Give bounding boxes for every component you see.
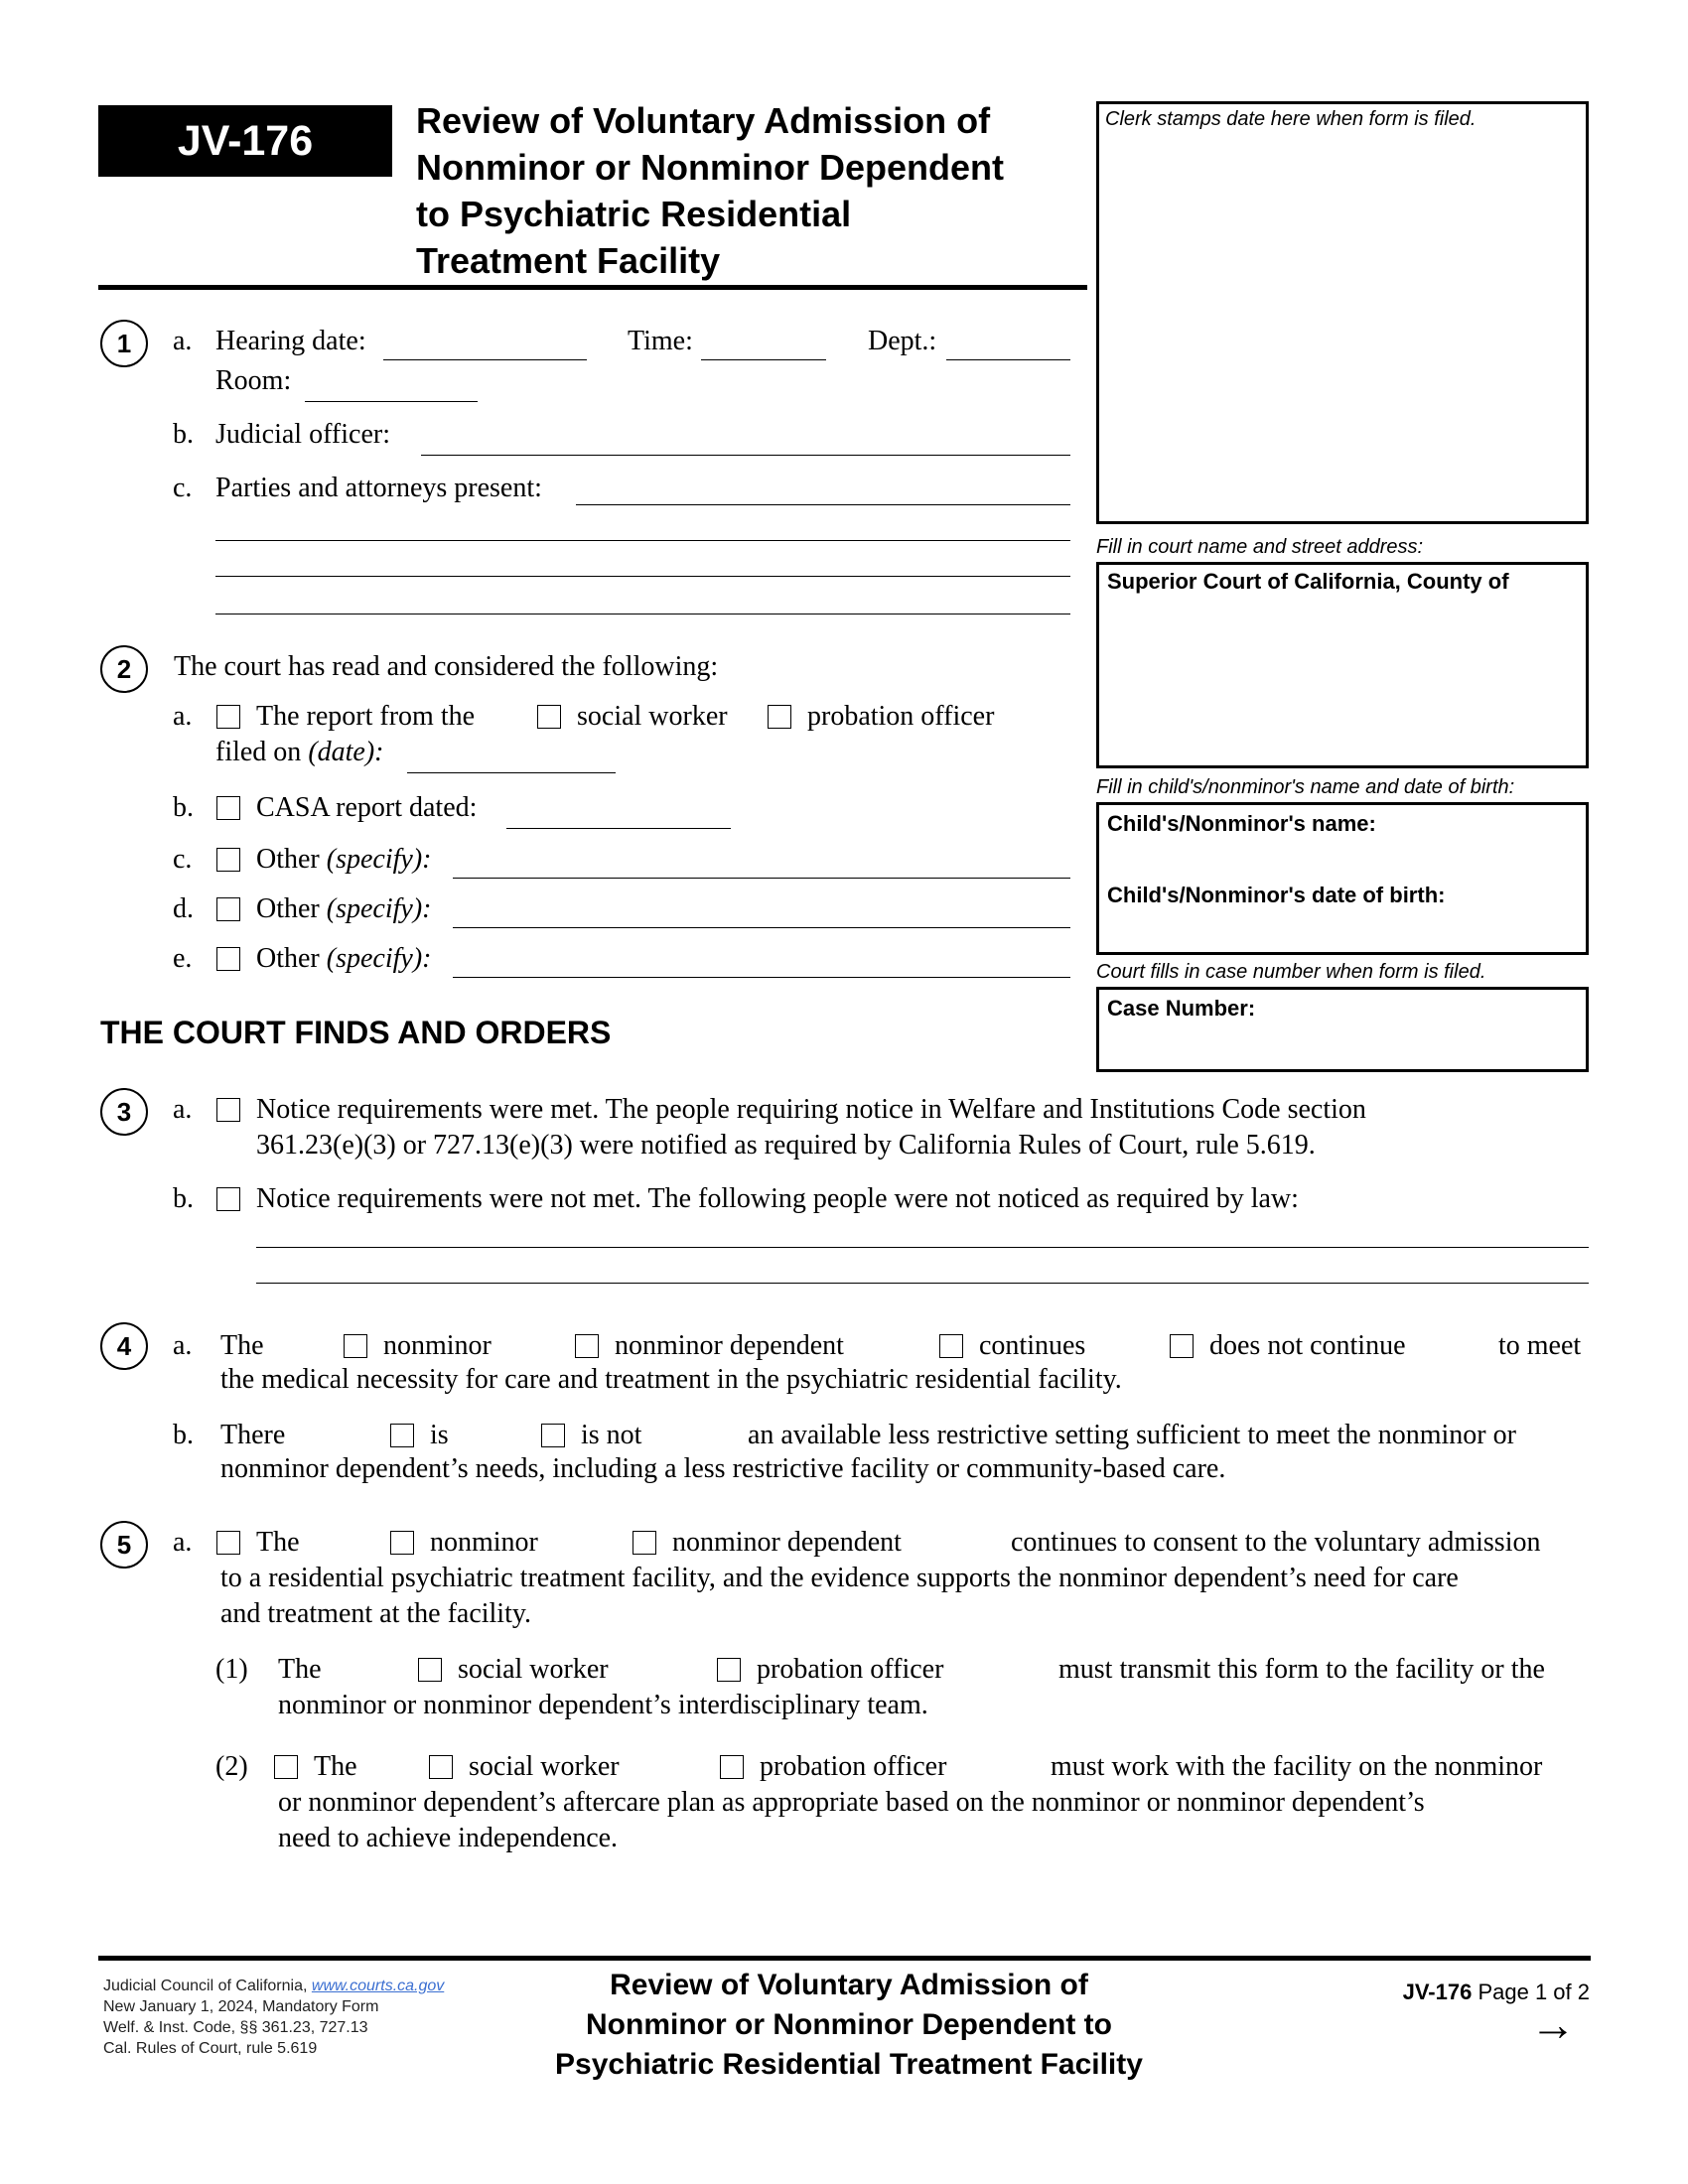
filed-on-text: filed on: [215, 737, 302, 767]
court-name-value: Superior Court of California, County of: [1107, 569, 1509, 594]
does-not-continue-label: does not continue: [1209, 1330, 1406, 1361]
to-meet-text: to meet: [1498, 1330, 1582, 1361]
other-e-field[interactable]: [453, 977, 1070, 978]
casa-checkbox[interactable]: [216, 796, 240, 820]
item-1a-letter: a.: [173, 326, 193, 356]
child-name-label: Child's/Nonminor's name:: [1107, 811, 1376, 836]
notice-not-met-field-2[interactable]: [256, 1283, 1589, 1284]
other-d-checkbox[interactable]: [216, 897, 240, 921]
continues-label: continues: [979, 1330, 1086, 1361]
filed-on-field[interactable]: [407, 772, 616, 773]
footer-title-line: Psychiatric Residential Treatment Facility: [555, 2048, 1143, 2081]
item-5a-line2: to a residential psychiatric treatment facility, and the evidence supports the nonminor dependent’s need for care: [220, 1563, 1459, 1593]
item-4a-line2: the medical necessity for care and treatment in the psychiatric residential facility.: [220, 1364, 1122, 1395]
title-line: to Psychiatric Residential: [416, 194, 852, 234]
item-2a-letter: a.: [173, 701, 193, 732]
is-not-label: is not: [581, 1420, 642, 1450]
notice-not-met-checkbox[interactable]: [216, 1187, 240, 1211]
notice-not-met-field[interactable]: [256, 1247, 1589, 1248]
probation-officer-checkbox[interactable]: [768, 705, 791, 729]
room-field[interactable]: [305, 401, 478, 402]
item-5a-letter: a.: [173, 1527, 193, 1558]
is-checkbox[interactable]: [390, 1424, 414, 1447]
date-paren: (date):: [308, 737, 384, 767]
sub1-social-worker-checkbox[interactable]: [418, 1658, 442, 1682]
child-info-box[interactable]: [1096, 802, 1589, 955]
sub2-line3: need to achieve independence.: [278, 1823, 619, 1853]
other-d-label: [256, 893, 431, 925]
footer-divider: [98, 1956, 1591, 1961]
item-3a-letter: a.: [173, 1094, 193, 1125]
item-5a-line3: and treatment at the facility.: [220, 1598, 532, 1629]
sub1-number: (1): [215, 1654, 248, 1685]
footer-title-line: Nonminor or Nonminor Dependent to: [586, 2008, 1112, 2041]
other-e-label: [256, 943, 431, 975]
parties-label: Parties and attorneys present:: [215, 473, 542, 503]
sub2-probation-officer-label: probation officer: [760, 1751, 947, 1782]
dept-label: Dept.:: [868, 326, 937, 356]
casa-date-field[interactable]: [506, 828, 731, 829]
item-1c-letter: c.: [173, 473, 193, 503]
page-number: Page 1 of 2: [1477, 1979, 1590, 2004]
social-worker-label: social worker: [577, 701, 728, 732]
findings-heading: THE COURT FINDS AND ORDERS: [100, 1015, 612, 1050]
sub1-social-worker-label: social worker: [458, 1654, 609, 1685]
hearing-date-label: Hearing date:: [215, 326, 366, 356]
item-5-nonminor-dependent-label: nonminor dependent: [672, 1527, 902, 1558]
filed-on-label: [215, 737, 384, 768]
specify-text: (specify):: [326, 943, 432, 974]
court-name-label: Fill in court name and street address:: [1096, 536, 1424, 558]
item-4-number: 4: [100, 1322, 148, 1370]
title-line: Treatment Facility: [416, 240, 721, 281]
item-5a-checkbox[interactable]: [216, 1531, 240, 1555]
judicial-officer-field[interactable]: [421, 455, 1070, 456]
child-info-label: Fill in child's/nonminor's name and date of birth:: [1096, 776, 1515, 798]
item-2-number: 2: [100, 645, 148, 693]
title-line: Nonminor or Nonminor Dependent: [416, 147, 1004, 188]
sub2-checkbox[interactable]: [274, 1755, 298, 1779]
item-2c-letter: c.: [173, 844, 193, 875]
item-4b-letter: b.: [173, 1420, 194, 1450]
item-3b-letter: b.: [173, 1183, 194, 1214]
other-text: Other: [256, 893, 320, 924]
sub2-social-worker-label: social worker: [469, 1751, 620, 1782]
item-4-nonminor-dependent-checkbox[interactable]: [575, 1334, 599, 1358]
item-5a-the: The: [256, 1527, 300, 1558]
other-text: Other: [256, 943, 320, 974]
item-4-nonminor-dependent-label: nonminor dependent: [615, 1330, 844, 1361]
does-not-continue-checkbox[interactable]: [1170, 1334, 1194, 1358]
sub2-number: (2): [215, 1751, 248, 1782]
item-2e-letter: e.: [173, 943, 193, 974]
other-d-field[interactable]: [453, 927, 1070, 928]
court-name-box[interactable]: [1096, 562, 1589, 768]
footer-council-line: [103, 1976, 444, 1996]
is-label: is: [430, 1420, 449, 1450]
specify-text: (specify):: [326, 844, 432, 875]
notice-not-met-text: Notice requirements were not met. The following people were not noticed as required by law:: [256, 1183, 1299, 1214]
social-worker-checkbox[interactable]: [537, 705, 561, 729]
sub1-rest: must transmit this form to the facility or the: [1058, 1654, 1545, 1685]
parties-field[interactable]: [576, 504, 1070, 505]
item-4a-letter: a.: [173, 1330, 193, 1361]
judicial-officer-label: Judicial officer:: [215, 419, 390, 450]
item-1b-letter: b.: [173, 419, 194, 450]
time-label: Time:: [628, 326, 693, 356]
child-dob-label: Child's/Nonminor's date of birth:: [1107, 883, 1446, 907]
sub2-the: The: [314, 1751, 357, 1782]
item-2d-letter: d.: [173, 893, 194, 924]
title-line: Review of Voluntary Admission of: [416, 100, 991, 141]
parties-field-line[interactable]: [215, 576, 1070, 577]
footer-adopted: New January 1, 2024, Mandatory Form: [103, 1998, 379, 2015]
is-not-checkbox[interactable]: [541, 1424, 565, 1447]
sub1-probation-officer-label: probation officer: [757, 1654, 944, 1685]
sub2-probation-officer-checkbox[interactable]: [720, 1755, 744, 1779]
clerk-stamp-text: Clerk stamps date here when form is filed.: [1105, 108, 1477, 130]
sub1-probation-officer-checkbox[interactable]: [717, 1658, 741, 1682]
sub2-rest: must work with the facility on the nonminor: [1051, 1751, 1543, 1782]
item-5-nonminor-checkbox[interactable]: [390, 1531, 414, 1555]
other-e-checkbox[interactable]: [216, 947, 240, 971]
footer-title: [467, 1966, 1231, 2085]
item-4-nonminor-label: nonminor: [383, 1330, 492, 1361]
title-divider: [98, 285, 1087, 290]
case-number-label: Case Number:: [1107, 996, 1256, 1021]
continues-checkbox[interactable]: [939, 1334, 963, 1358]
item-4b-there: There: [220, 1420, 286, 1450]
hearing-date-field[interactable]: [383, 359, 587, 360]
notice-met-text-2: 361.23(e)(3) or 727.13(e)(3) were notified as required by California Rules of Court, rule 5.619.: [256, 1130, 1316, 1160]
clerk-stamp-box: [1096, 101, 1589, 524]
item-5-nonminor-dependent-checkbox[interactable]: [633, 1531, 656, 1555]
sub1-the: The: [278, 1654, 322, 1685]
other-c-field[interactable]: [453, 878, 1070, 879]
sub2-social-worker-checkbox[interactable]: [429, 1755, 453, 1779]
dept-field[interactable]: [946, 359, 1070, 360]
item-4a-the: The: [220, 1330, 264, 1361]
report-label: The report from the: [256, 701, 476, 732]
sub2-line2: or nonminor dependent’s aftercare plan as appropriate based on the nonminor or nonminor dependent’s: [278, 1787, 1425, 1818]
casa-label: CASA report dated:: [256, 792, 478, 823]
sub1-line2: nonminor or nonminor dependent’s interdisciplinary team.: [278, 1690, 928, 1720]
item-5-number: 5: [100, 1521, 148, 1569]
other-c-label: [256, 844, 431, 876]
item-4-nonminor-checkbox[interactable]: [344, 1334, 367, 1358]
item-1-number: 1: [100, 320, 148, 367]
notice-met-text: Notice requirements were met. The people requiring notice in Welfare and Institutions Code section: [256, 1094, 1366, 1125]
footer-title-line: Review of Voluntary Admission of: [610, 1969, 1088, 2001]
item-2-intro: The court has read and considered the following:: [174, 651, 719, 682]
other-c-checkbox[interactable]: [216, 848, 240, 872]
room-label: Room:: [215, 365, 292, 396]
probation-officer-label: probation officer: [807, 701, 995, 732]
footer-code: Welf. & Inst. Code, §§ 361.23, 727.13: [103, 2019, 368, 2036]
parties-field-line[interactable]: [215, 540, 1070, 541]
next-page-arrow-icon[interactable]: →: [1530, 1998, 1576, 2050]
item-5a-rest: continues to consent to the voluntary admission: [1011, 1527, 1541, 1558]
item-3-number: 3: [100, 1088, 148, 1136]
item-4b-line2: nonminor dependent’s needs, including a less restrictive facility or community-based care.: [220, 1453, 1226, 1484]
item-4b-rest: an available less restrictive setting sufficient to meet the nonminor or: [748, 1420, 1516, 1450]
footer-citations: [103, 1976, 444, 2059]
item-2b-letter: b.: [173, 792, 194, 823]
time-field[interactable]: [701, 359, 826, 360]
item-5-nonminor-label: nonminor: [430, 1527, 538, 1558]
form-title: [416, 97, 1091, 284]
specify-text: (specify):: [326, 893, 432, 924]
other-text: Other: [256, 844, 320, 875]
form-number: JV-176: [98, 105, 392, 177]
case-number-box[interactable]: [1096, 987, 1589, 1072]
council-text: Judicial Council of California,: [103, 1978, 308, 1994]
case-number-note: Court fills in case number when form is filed.: [1096, 961, 1486, 983]
footer-form-id: JV-176: [1402, 1979, 1473, 2004]
notice-met-checkbox[interactable]: [216, 1098, 240, 1122]
report-checkbox[interactable]: [216, 705, 240, 729]
footer-rules: Cal. Rules of Court, rule 5.619: [103, 2040, 318, 2057]
council-website-link[interactable]: www.courts.ca.gov: [311, 1978, 445, 1994]
